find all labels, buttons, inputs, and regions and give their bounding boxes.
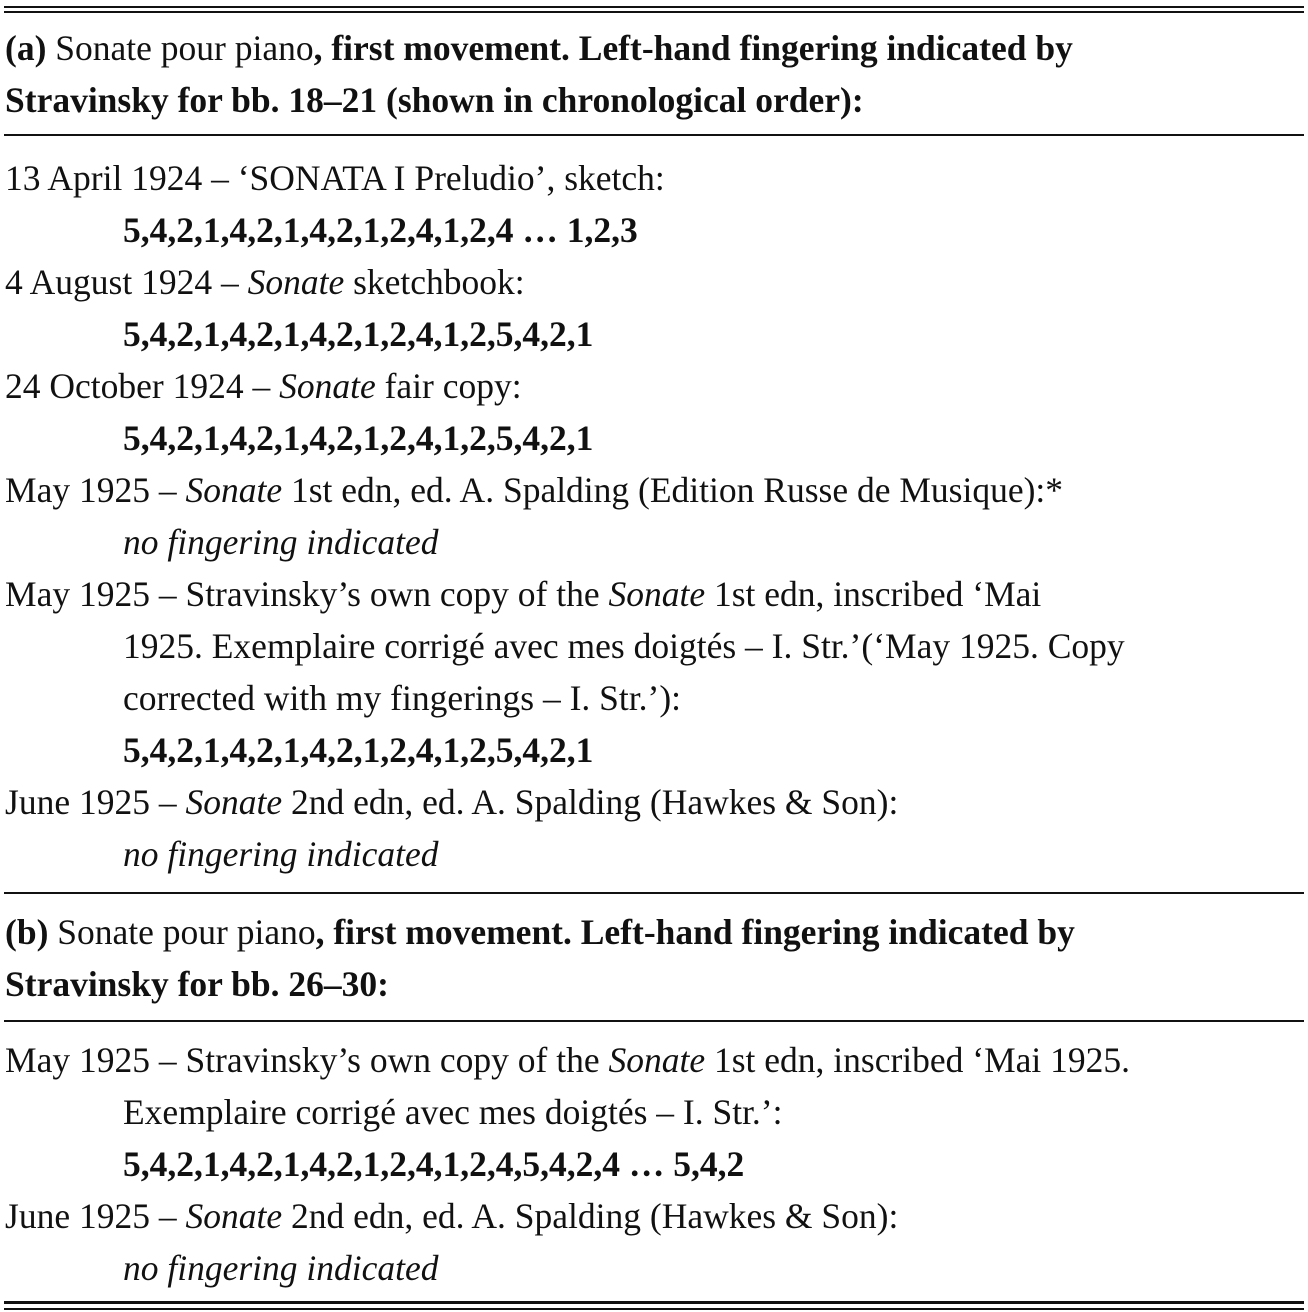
section-b-entry-2-note: no fingering indicated — [123, 1248, 439, 1288]
entry-date: May 1925 – — [5, 1040, 177, 1080]
entry-text: ‘SONATA I Preludio’, sketch: — [237, 158, 665, 198]
section-b-heading-text: , first movement. Left-hand fingering indicated by — [315, 912, 1075, 952]
section-a-entry-4-note: no fingering indicated — [123, 522, 439, 562]
section-b-rule — [4, 1020, 1304, 1022]
section-a-entry-6 — [5, 776, 1303, 828]
entry-work: Sonate — [185, 1196, 283, 1236]
section-a-entry-2 — [5, 256, 1303, 308]
section-a-entry-4 — [5, 464, 1303, 516]
entry-text: sketchbook: — [353, 262, 525, 302]
section-b-entry-1 — [5, 1034, 1303, 1086]
section-b-heading-line2: Stravinsky for bb. 26–30: — [5, 964, 389, 1004]
entry-work: Sonate — [185, 782, 283, 822]
section-a-entry-5-continuation-2: corrected with my fingerings – I. Str.’): — [123, 678, 681, 718]
entry-work: Sonate — [608, 574, 706, 614]
entry-date: June 1925 – — [5, 1196, 177, 1236]
section-a-rule — [4, 134, 1304, 136]
section-b-label: (b) — [5, 912, 49, 952]
entry-date: May 1925 – — [5, 470, 177, 510]
section-a-entry-3-fingering: 5,4,2,1,4,2,1,4,2,1,2,4,1,2,5,4,2,1 — [123, 418, 594, 458]
entry-work: Sonate — [247, 262, 345, 302]
entry-text: 2nd edn, ed. A. Spalding (Hawkes & Son): — [290, 782, 899, 822]
section-b-entry-2 — [5, 1190, 1303, 1242]
section-b-entry-1-continuation-1: Exemplaire corrigé avec mes doigtés – I. Str.’: — [123, 1092, 783, 1132]
section-a-entry-3 — [5, 360, 1303, 412]
entry-date: 13 April 1924 – — [5, 158, 229, 198]
section-a-label: (a) — [5, 28, 47, 68]
bottom-rule-thick — [4, 1301, 1304, 1304]
top-rule-inner — [4, 11, 1304, 13]
section-a-work: Sonate pour piano — [55, 28, 314, 68]
entry-date: 24 October 1924 – — [5, 366, 271, 406]
entry-date: June 1925 – — [5, 782, 177, 822]
entry-text-before: Stravinsky’s own copy of the — [185, 574, 600, 614]
section-a-entry-5-continuation-1: 1925. Exemplaire corrigé avec mes doigtés – I. Str.’(‘May 1925. Copy — [123, 626, 1125, 666]
section-b-work: Sonate pour piano — [57, 912, 316, 952]
bottom-rule-thin — [4, 1308, 1304, 1310]
entry-work: Sonate — [279, 366, 376, 406]
section-b-entry-1-fingering: 5,4,2,1,4,2,1,4,2,1,2,4,1,2,4,5,4,2,4 … 5,4,2 — [123, 1144, 745, 1184]
entry-date: 4 August 1924 – — [5, 262, 239, 302]
section-a-entry-2-fingering: 5,4,2,1,4,2,1,4,2,1,2,4,1,2,5,4,2,1 — [123, 314, 594, 354]
section-a-entry-6-note: no fingering indicated — [123, 834, 439, 874]
section-a-entry-5-fingering: 5,4,2,1,4,2,1,4,2,1,2,4,1,2,5,4,2,1 — [123, 730, 594, 770]
entry-work: Sonate — [185, 470, 283, 510]
section-b-heading-line1 — [5, 906, 1303, 958]
entry-date: May 1925 – — [5, 574, 177, 614]
entry-work: Sonate — [608, 1040, 706, 1080]
entry-text: 2nd edn, ed. A. Spalding (Hawkes & Son): — [290, 1196, 899, 1236]
top-rule-outer — [4, 6, 1304, 8]
entry-text-after: 1st edn, inscribed ‘Mai 1925. — [713, 1040, 1131, 1080]
section-a-heading-text: , first movement. Left-hand fingering indicated by — [313, 28, 1073, 68]
section-a-entry-5 — [5, 568, 1303, 620]
section-a-entry-1 — [5, 152, 1303, 204]
section-a-heading-line2: Stravinsky for bb. 18–21 (shown in chronological order): — [5, 80, 864, 120]
entry-text-before: Stravinsky’s own copy of the — [185, 1040, 600, 1080]
entry-text-after: 1st edn, inscribed ‘Mai — [713, 574, 1042, 614]
entry-text: fair copy: — [384, 366, 522, 406]
entry-text: 1st edn, ed. A. Spalding (Edition Russe de Musique):* — [290, 470, 1064, 510]
section-a-entry-1-fingering: 5,4,2,1,4,2,1,4,2,1,2,4,1,2,4 … 1,2,3 — [123, 210, 638, 250]
section-a-heading-line1 — [5, 22, 1303, 74]
section-divider-rule — [4, 892, 1304, 894]
